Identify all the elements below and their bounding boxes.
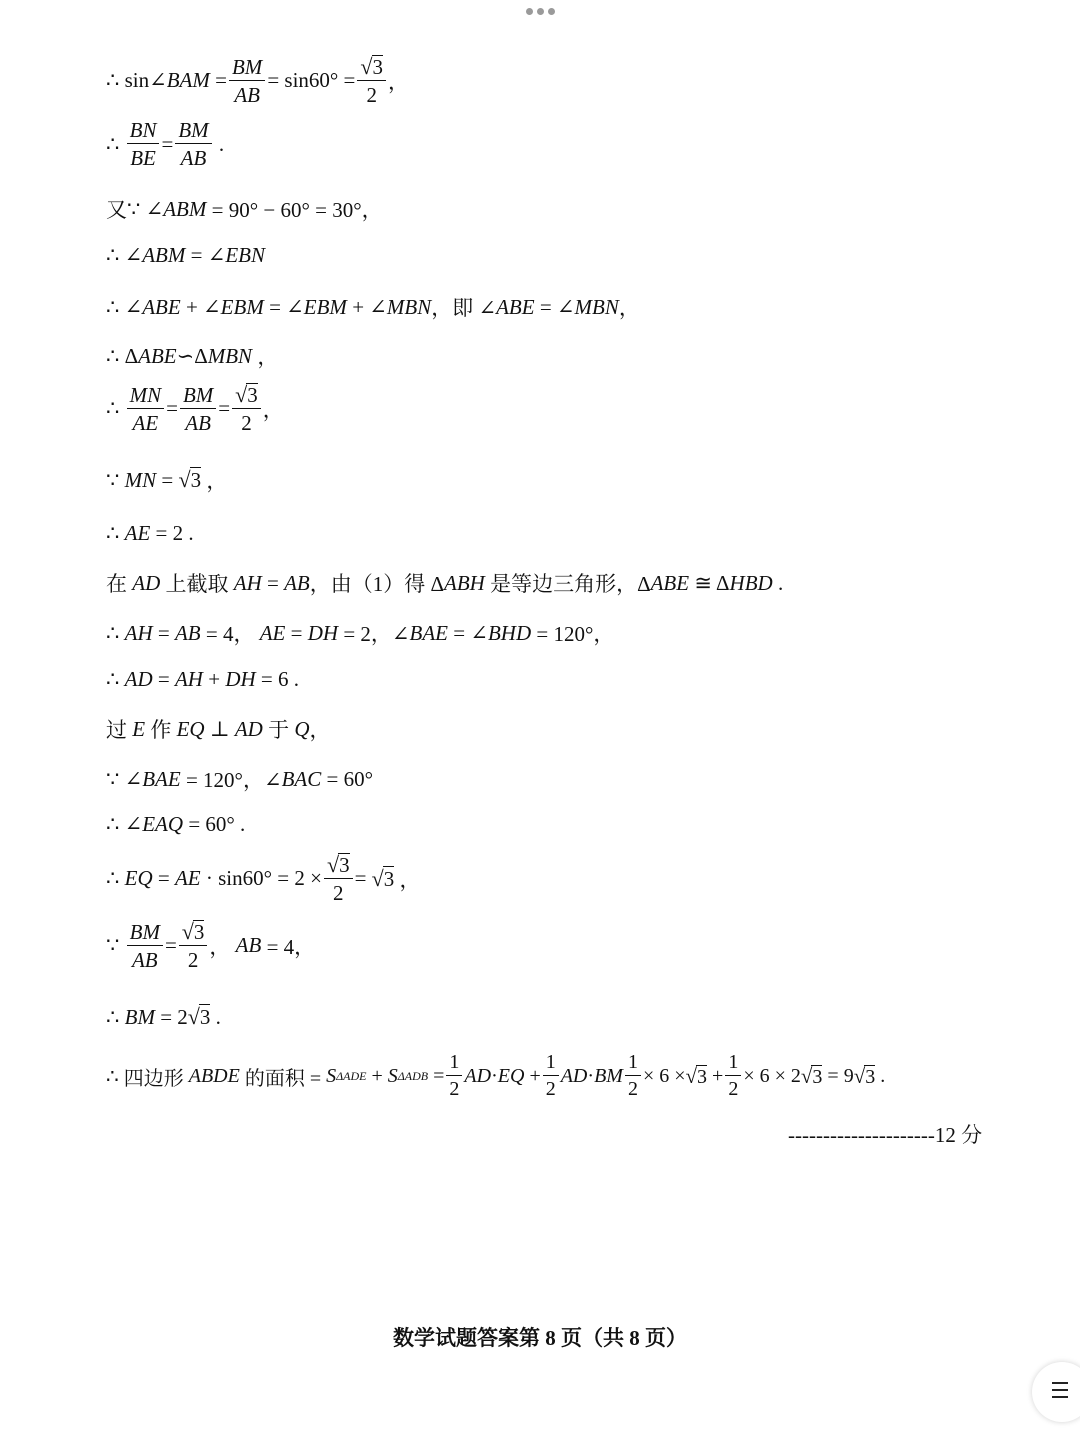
fraction: √ 3 2 <box>232 383 261 434</box>
math-line-18: ∴ BM = 2 √ 3 . <box>106 1004 221 1029</box>
math-line-14: ∵ ∠ BAE = 120°，∠ BAC = 60° <box>106 766 373 792</box>
math-line-9: ∴ AE = 2 . <box>106 521 194 545</box>
math-line-2: ∴ $\frac{BN}{BE}$ = $\frac{BM}{AB}$ . <box>106 118 225 171</box>
page-footer: 数学试题答案第 8 页（共 8 页） <box>393 1326 687 1350</box>
fraction: √ 3 2 <box>179 920 208 971</box>
more-options-icon[interactable] <box>526 8 555 15</box>
fraction: $\frac{BM}{AB}$ <box>229 56 265 106</box>
therefore-symbol: ∴ <box>106 68 120 93</box>
fraction: $\frac{BM}{AB}$ <box>175 119 211 169</box>
menu-icon <box>1052 1382 1068 1403</box>
math-line-3: 又 ∵ ∠ ABM = 90° − 60° = 30°， <box>106 196 383 222</box>
fraction: √ 3 2 <box>357 55 386 106</box>
math-line-8: ∵ MN = √ 3 ， <box>106 467 228 493</box>
dot <box>537 8 544 15</box>
menu-button[interactable] <box>1032 1362 1080 1422</box>
math-line-15: ∴ ∠ EAQ = 60° . <box>106 812 246 836</box>
score-label: ---------------------12 分 <box>788 1123 983 1147</box>
fraction: $\frac{1}{2}$ <box>543 1052 559 1100</box>
math-line-17: ∵ $\frac{BM}{AB}$ = √ 3 2 ， AB = 4， <box>106 919 316 973</box>
math-line-6: ∴ Δ ABE ∽Δ MBN ， <box>106 343 279 369</box>
math-line-19: ∴ 四边形 ABDE 的面积 = S ΔADE + S ΔADB = $\frac{1}{2}$ AD · EQ + $\frac{1}{2}$ AD · BM $\frac{1}{2}$ × 6 × √ 3 + $\frac{1}{2}$ × 6 × 2 √ 3 = 9 √ 3 . <box>106 1051 886 1100</box>
fraction: $\frac{MN}{AE}$ <box>127 384 165 434</box>
fraction: $\frac{1}{2}$ <box>725 1052 741 1100</box>
math-line-11: ∴ AH = AB = 4， AE = DH = 2，∠ BAE = ∠ BHD = 120°， <box>106 620 615 646</box>
fraction: $\frac{BN}{BE}$ <box>127 119 160 169</box>
math-line-1: ∴ sin∠ BAM = $\frac{BM}{AB}$ = sin60° = √ 3 2 ， <box>106 54 410 108</box>
fraction: √ 3 2 <box>324 853 353 904</box>
math-line-7: ∴ $\frac{MN}{AE}$ = $\frac{BM}{AB}$ = √ 3 2 ， <box>106 382 284 436</box>
math-line-16: ∴ EQ = AE · sin60° = 2 × √ 3 2 = √ 3 ， <box>106 852 421 906</box>
math-line-5: ∴ ∠ ABE + ∠ EBM = ∠ EBM + ∠ MBN ，即 ∠ ABE = ∠ MBN ， <box>106 294 640 320</box>
math-line-4: ∴ ∠ ABM = ∠ EBN <box>106 243 266 267</box>
fraction: $\frac{BM}{AB}$ <box>180 384 216 434</box>
dot <box>526 8 533 15</box>
fraction: $\frac{1}{2}$ <box>625 1052 641 1100</box>
math-line-12: ∴ AD = AH + DH = 6 . <box>106 667 299 691</box>
math-line-10: 在 AD 上截取 AH = AB ，由（1）得 Δ ABH 是等边三角形，Δ ABE ≅ Δ HBD . <box>106 570 784 596</box>
math-line-13: 过 E 作 EQ ⊥ AD 于 Q ， <box>106 716 331 742</box>
dot <box>548 8 555 15</box>
fraction: $\frac{1}{2}$ <box>446 1052 462 1100</box>
fraction: $\frac{BM}{AB}$ <box>127 921 163 971</box>
